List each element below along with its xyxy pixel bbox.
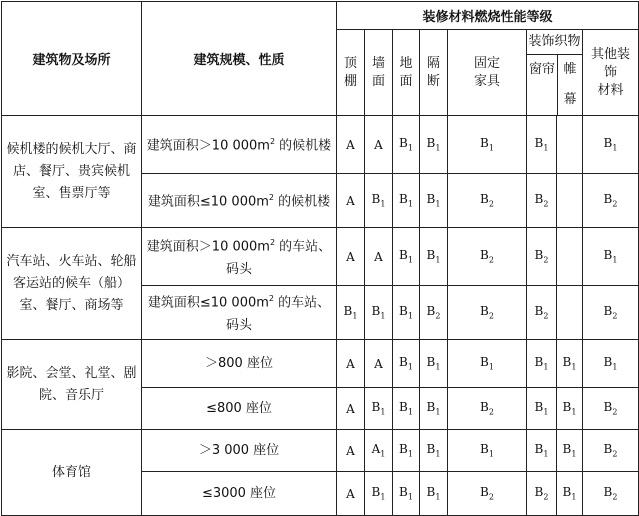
scale-cell: 建筑面积≤10 $000m^2$ 的车站、码头 xyxy=(142,286,337,340)
grade-cell: $B_2$ xyxy=(448,472,527,516)
grade-cell: A xyxy=(337,228,365,286)
grade-cell: A xyxy=(337,174,365,228)
grade-cell: $B_1$ xyxy=(393,472,420,516)
grade-cell: $B_2$ xyxy=(583,174,639,228)
scale-cell: 建筑面积＞10 $000m^2$ 的候机楼 xyxy=(142,116,337,174)
scale-cell: ＞3 000 座位 xyxy=(142,430,337,472)
table-row xyxy=(2,116,639,174)
grade-cell: $B_1$ xyxy=(393,228,420,286)
grade-cell: $B_1$ xyxy=(393,430,420,472)
grade-cell: A xyxy=(337,388,365,430)
col-furniture-header: 固定 家具 xyxy=(448,30,527,116)
grade-cell: $B_1$ xyxy=(365,286,393,340)
grade-cell: $B_1$ xyxy=(557,340,583,388)
grade-cell: $B_1$ xyxy=(393,388,420,430)
scale-cell: ＞800 座位 xyxy=(142,340,337,388)
grade-cell xyxy=(557,228,583,286)
grade-cell: $B_1$ xyxy=(365,388,393,430)
grade-cell: $B_1$ xyxy=(420,430,448,472)
col-floor-header: 地 面 xyxy=(393,30,420,116)
grade-cell: $B_2$ xyxy=(527,174,557,228)
grade-cell: $B_2$ xyxy=(583,472,639,516)
grade-cell: $A_1$ xyxy=(365,430,393,472)
grade-cell: $B_2$ xyxy=(448,286,527,340)
col-drape-header: 帷幕 xyxy=(563,62,577,107)
table-row xyxy=(2,228,639,286)
grade-cell: $B_1$ xyxy=(583,116,639,174)
fire-rating-table xyxy=(1,1,639,516)
grade-cell: $B_1$ xyxy=(527,340,557,388)
grade-cell: $B_1$ xyxy=(420,388,448,430)
grade-cell: A xyxy=(337,340,365,388)
grade-cell: $B_1$ xyxy=(527,116,557,174)
grade-cell: $B_1$ xyxy=(527,430,557,472)
grade-cell: $B_1$ xyxy=(420,228,448,286)
col-ceiling-header: 顶 棚 xyxy=(337,30,365,116)
grade-cell: $B_1$ xyxy=(448,430,527,472)
place-cell: 影院、会堂、礼堂、剧院、音乐厅 xyxy=(2,340,142,430)
grade-cell: $B_2$ xyxy=(527,286,557,340)
deco-label: 装饰织物 xyxy=(527,30,582,55)
place-cell: 候机楼的候机大厅、商店、餐厅、贵宾候机室、售票厅等 xyxy=(2,116,142,228)
grade-cell: $B_1$ xyxy=(583,228,639,286)
place-cell: 体育馆 xyxy=(2,430,142,516)
col-curtain-header: 窗帘 xyxy=(527,55,558,115)
grade-cell: $B_1$ xyxy=(337,286,365,340)
col-wall-header: 墙 面 xyxy=(365,30,393,116)
grade-cell: A xyxy=(365,228,393,286)
grade-cell xyxy=(557,116,583,174)
place-cell: 汽车站、火车站、轮船客运站的候车（船）室、餐厅、商场等 xyxy=(2,228,142,340)
table-row xyxy=(2,340,639,388)
grade-cell: $B_1$ xyxy=(365,472,393,516)
grade-cell: $B_1$ xyxy=(583,340,639,388)
col-scale-header: 建筑规模、性质 xyxy=(142,2,337,116)
grade-cell: $B_1$ xyxy=(393,116,420,174)
grade-cell: $B_2$ xyxy=(583,286,639,340)
grade-cell: $B_2$ xyxy=(420,286,448,340)
grade-cell: $B_1$ xyxy=(448,340,527,388)
grade-cell xyxy=(557,286,583,340)
col-other-header: 其他装饰 材料 xyxy=(583,30,639,116)
grade-cell: $B_2$ xyxy=(448,174,527,228)
grade-cell xyxy=(557,174,583,228)
scale-cell: ≤3000 座位 xyxy=(142,472,337,516)
grade-cell: $B_1$ xyxy=(420,472,448,516)
grade-cell: $B_2$ xyxy=(583,430,639,472)
grade-cell: A xyxy=(365,116,393,174)
grade-cell: $B_2$ xyxy=(527,228,557,286)
grade-cell: $B_1$ xyxy=(557,430,583,472)
grade-cell: A xyxy=(337,430,365,472)
grade-cell: A xyxy=(365,340,393,388)
grade-cell: $B_2$ xyxy=(448,388,527,430)
grade-cell: $B_1$ xyxy=(557,472,583,516)
scale-cell: ≤800 座位 xyxy=(142,388,337,430)
grade-cell: $B_2$ xyxy=(527,472,557,516)
grade-cell: $B_1$ xyxy=(420,116,448,174)
grade-cell: $B_1$ xyxy=(448,116,527,174)
grade-cell: $B_1$ xyxy=(393,340,420,388)
col-partition-header: 隔 断 xyxy=(420,30,448,116)
scale-cell: 建筑面积≤10 $000m^2$ 的候机楼 xyxy=(142,174,337,228)
table-row xyxy=(2,430,639,472)
grade-cell: A xyxy=(337,116,365,174)
col-place-header: 建筑物及场所 xyxy=(2,2,142,116)
grade-cell: $B_1$ xyxy=(527,388,557,430)
grade-cell: $B_1$ xyxy=(557,388,583,430)
grade-cell: $B_1$ xyxy=(420,340,448,388)
grade-cell: A xyxy=(337,472,365,516)
col-deco-header xyxy=(527,30,583,116)
grade-cell: $B_2$ xyxy=(448,228,527,286)
rating-group-header: 装修材料燃烧性能等级 xyxy=(337,2,639,30)
scale-cell: 建筑面积＞10 $000m^2$ 的车站、码头 xyxy=(142,228,337,286)
grade-cell: $B_1$ xyxy=(393,174,420,228)
grade-cell: $B_1$ xyxy=(420,174,448,228)
grade-cell: $B_2$ xyxy=(583,388,639,430)
grade-cell: $B_1$ xyxy=(393,286,420,340)
grade-cell: $B_1$ xyxy=(365,174,393,228)
header-row-1 xyxy=(2,2,639,30)
